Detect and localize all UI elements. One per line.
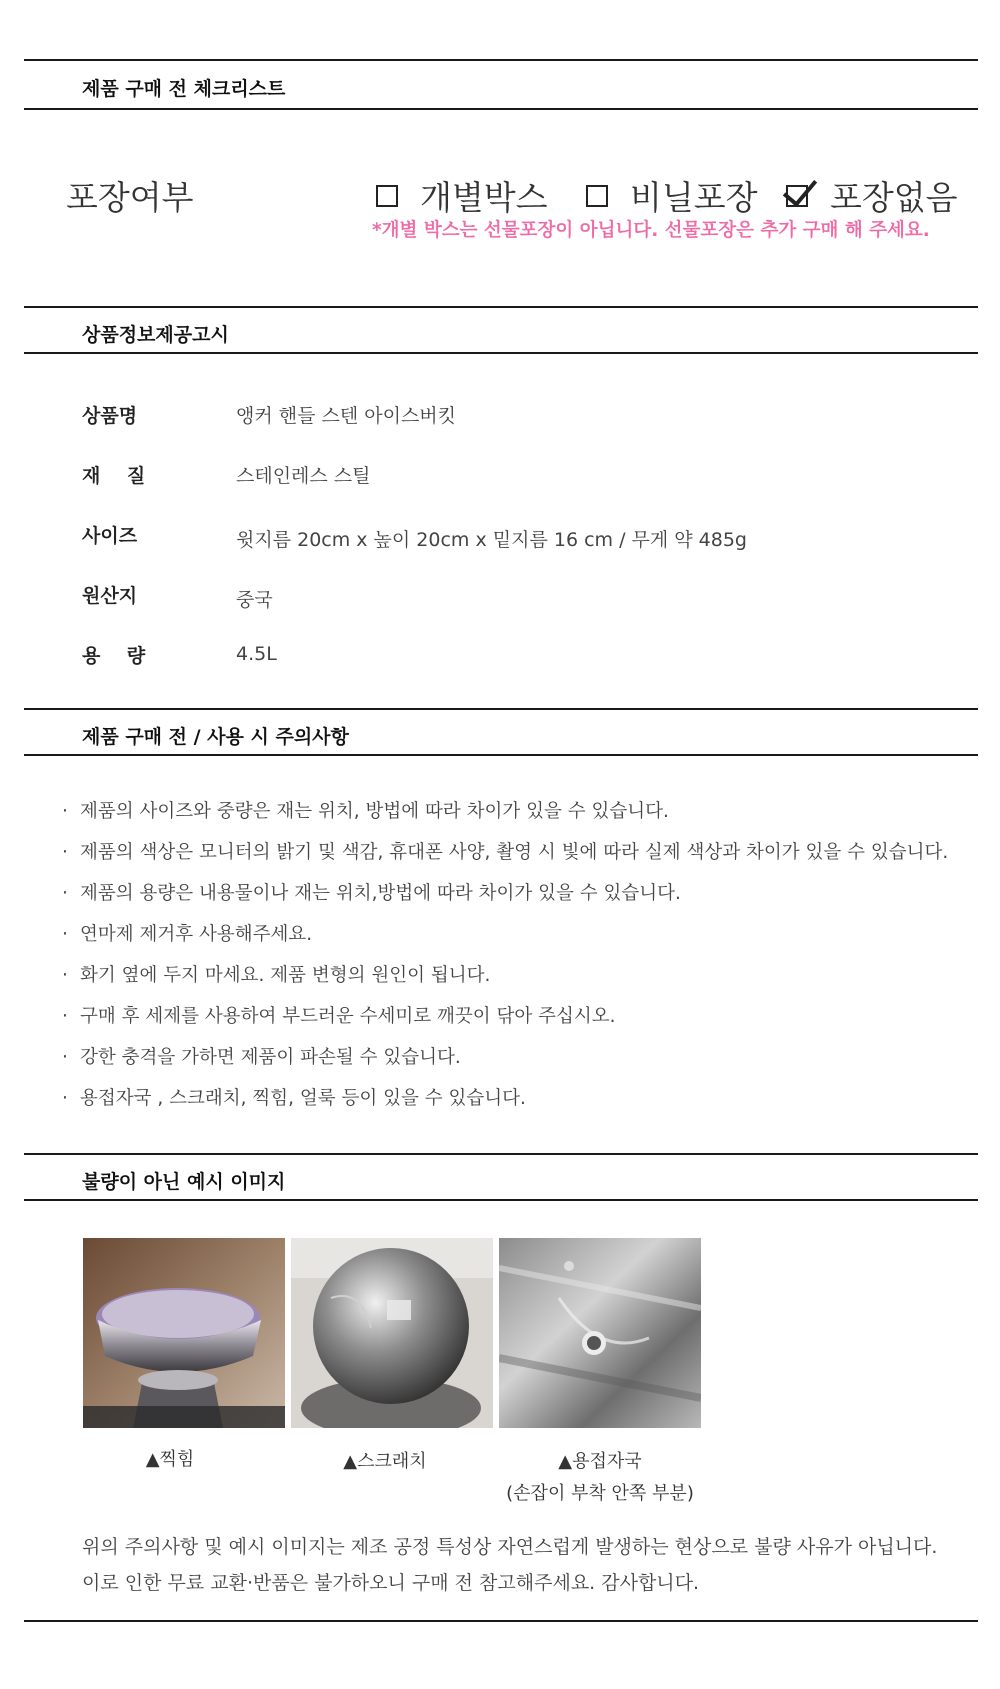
info-value: 앵커 핸들 스텐 아이스버킷 bbox=[236, 405, 457, 427]
examples-title: 불량이 아닌 예시 이미지 bbox=[82, 1171, 286, 1193]
scratch-example-image bbox=[291, 1238, 493, 1428]
divider bbox=[24, 1620, 978, 1622]
caution-item: · 연마제 제거후 사용해주세요. bbox=[62, 924, 313, 945]
info-value: 윗지름 20cm x 높이 20cm x 밑지름 16 cm / 무게 약 485g bbox=[236, 529, 747, 551]
checkbox-icon[interactable] bbox=[376, 185, 398, 207]
packaging-label: 포장여부 bbox=[66, 178, 194, 217]
checkbox-icon[interactable] bbox=[586, 185, 608, 207]
checklist-title: 제품 구매 전 체크리스트 bbox=[82, 78, 286, 100]
footer-notice-line: 이로 인한 무료 교환·반품은 불가하오니 구매 전 참고해주세요. 감사합니다. bbox=[82, 1572, 700, 1594]
divider bbox=[24, 108, 978, 110]
product-info-title: 상품정보제공고시 bbox=[82, 324, 229, 346]
info-key: 원산지 bbox=[82, 585, 138, 607]
option-vinyl-wrap[interactable] bbox=[586, 172, 758, 219]
info-row-capacity bbox=[82, 641, 962, 671]
info-key: 사이즈 bbox=[82, 525, 138, 547]
weld-mark-example-image bbox=[499, 1238, 701, 1428]
option-label: 포장없음 bbox=[830, 178, 958, 217]
divider bbox=[24, 1199, 978, 1201]
info-row-material bbox=[82, 461, 962, 491]
option-label: 개별박스 bbox=[420, 178, 548, 217]
info-value: 스테인레스 스틸 bbox=[236, 465, 371, 487]
caption-scratch: ▲스크래치 bbox=[343, 1451, 427, 1472]
caution-item: · 강한 충격을 가하면 제품이 파손될 수 있습니다. bbox=[62, 1047, 461, 1068]
info-value: 중국 bbox=[236, 589, 273, 611]
divider bbox=[24, 352, 978, 354]
divider bbox=[24, 306, 978, 308]
checkbox-checked-icon[interactable] bbox=[786, 185, 808, 207]
cautions-title: 제품 구매 전 / 사용 시 주의사항 bbox=[82, 726, 349, 748]
caption-dent: ▲찍힘 bbox=[145, 1449, 195, 1470]
caption-weld-mark: ▲용접자국 bbox=[558, 1451, 642, 1472]
info-key: 재 질 bbox=[82, 465, 146, 487]
option-label: 비닐포장 bbox=[630, 178, 758, 217]
option-no-packaging[interactable] bbox=[786, 172, 958, 219]
footer-notice-line: 위의 주의사항 및 예시 이미지는 제조 공정 특성상 자연스럽게 발생하는 현상으로 불량 사유가 아닙니다. bbox=[82, 1536, 938, 1558]
info-row-origin bbox=[82, 581, 962, 611]
divider bbox=[24, 59, 978, 61]
gift-wrap-note: *개별 박스는 선물포장이 아닙니다. 선물포장은 추가 구매 해 주세요. bbox=[372, 220, 930, 241]
option-individual-box[interactable] bbox=[376, 172, 548, 219]
caution-item: · 제품의 색상은 모니터의 밝기 및 색감, 휴대폰 사양, 촬영 시 빛에 따라 실제 색상과 차이가 있을 수 있습니다. bbox=[62, 842, 949, 863]
caution-item: · 구매 후 세제를 사용하여 부드러운 수세미로 깨끗이 닦아 주십시오. bbox=[62, 1006, 616, 1027]
info-key: 상품명 bbox=[82, 405, 138, 427]
caution-item: · 제품의 사이즈와 중량은 재는 위치, 방법에 따라 차이가 있을 수 있습니다. bbox=[62, 801, 669, 822]
info-key: 용 량 bbox=[82, 645, 146, 667]
divider bbox=[24, 1153, 978, 1155]
info-value: 4.5L bbox=[236, 643, 277, 665]
info-row-name bbox=[82, 401, 962, 431]
info-row-size bbox=[82, 521, 962, 551]
divider bbox=[24, 708, 978, 710]
caption-weld-mark-sub: (손잡이 부착 안쪽 부분) bbox=[506, 1483, 694, 1504]
dent-example-image bbox=[83, 1238, 285, 1428]
caution-item: · 용접자국 , 스크래치, 찍힘, 얼룩 등이 있을 수 있습니다. bbox=[62, 1088, 526, 1109]
caution-item: · 제품의 용량은 내용물이나 재는 위치,방법에 따라 차이가 있을 수 있습니다. bbox=[62, 883, 681, 904]
caution-item: · 화기 옆에 두지 마세요. 제품 변형의 원인이 됩니다. bbox=[62, 965, 491, 986]
divider bbox=[24, 754, 978, 756]
